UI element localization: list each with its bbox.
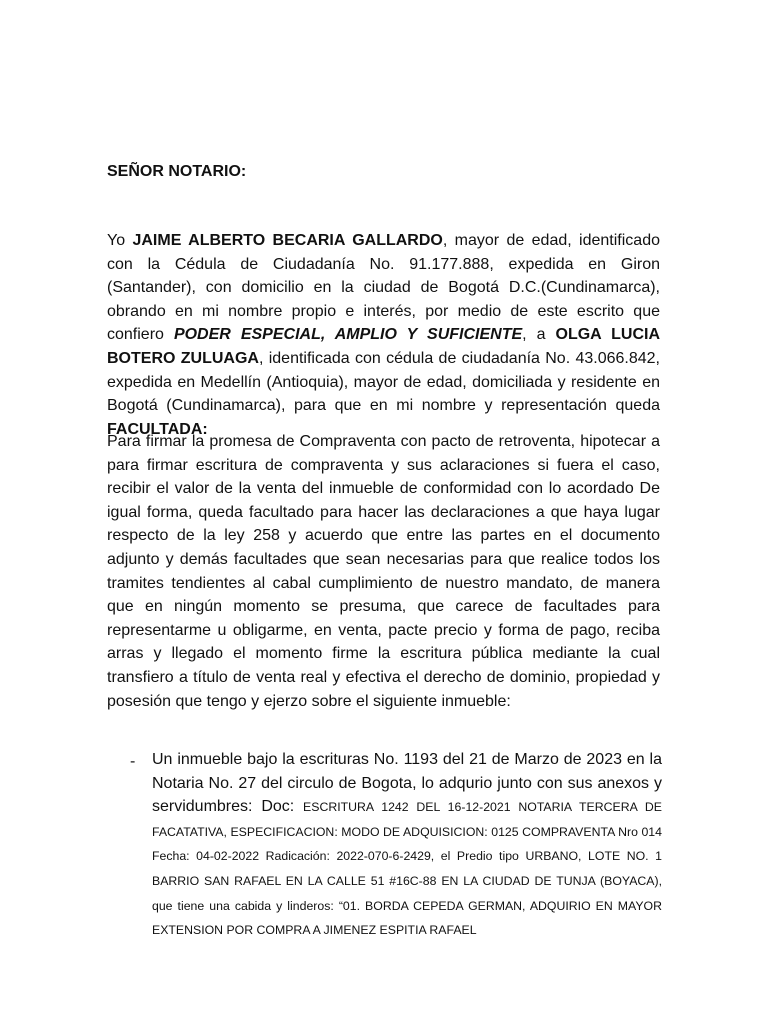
- grant-text-3: , a: [522, 326, 556, 344]
- faculties-paragraph: Para firmar la promesa de Compraventa con pacto de retroventa, hipotecar a para firmar escritura de compraventa y sus aclaraciones si fuera el caso, recibir el valor de la venta del inmueble de conformidad con lo acordado De igual forma, queda facultado para hacer las declaraciones a que haya lugar respecto de la ley 258 y acuerdo que entre las partes en el documento adjunto y demás facultades que sean necesarias para que realice todos los tramites tendientes al cabal cumplimiento de nuestro mandato, de manera que en ningún momento se presuma, que carece de facultades para representarme u obligarme, en venta, pacte precio y forma de pago, reciba arras y llegado el momento firme la escritura pública mediante la cual transfiero a título de venta real y efectiva el derecho de dominio, propiedad y posesión que tengo y ejerzo sobre el siguiente inmueble:: [107, 433, 660, 710]
- grant-text-1: Yo: [107, 232, 133, 249]
- property-detail-text: ESCRITURA 1242 DEL 16-12-2021 NOTARIA TERCERA DE FACATATIVA, ESPECIFICACION: MODO DE ADQUISICION: 0125 COMPRAVENTA Nro 014 Fecha: 04-02-2022 Radicación: 2022-070-6-2429, el Predio tipo URBANO, LOTE NO. 1 BARRIO SAN RAFAEL EN LA CALLE 51 #16C-88 EN LA CIUDAD DE TUNJA (BOYACA), que tiene una cabida y linderos: “01. BORDA CEPEDA GERMAN, ADQUIRIO EN MAYOR EXTENSION POR COMPRA A JIMENEZ ESPITIA RAFAEL: [152, 800, 662, 938]
- property-main-text: Un inmueble bajo la escrituras No. 1193 del 21 de Marzo de 2023 en la Notaria No. 27 del circulo de Bogota, lo adqurio junto con sus anexos y servidumbres: Doc:: [152, 751, 662, 816]
- grant-text-2: , mayor de edad, identificado con la Cédula de Ciudadanía No. 91.177.888, expedida en Giron (Santander), con domicilio en la ciudad de Bogotá D.C.(Cundinamarca), obrando en mi nombre propio e interés, por medio de este escrito que confiero: [107, 232, 660, 344]
- facultada-label: FACULTADA:: [107, 420, 208, 438]
- power-type: PODER ESPECIAL, AMPLIO Y SUFICIENTE: [173, 326, 523, 344]
- grant-text-4: , identificada con cédula de ciudadanía No. 43.066.842, expedida en Medellín (Antioquia), mayor de edad, domiciliada y residente en Bogotá (Cundinamarca), para que en mi nombre y representación queda: [107, 349, 660, 415]
- attorney-name: OLGA LUCIA BOTERO ZULUAGA: [107, 326, 661, 367]
- list-bullet: -: [130, 753, 136, 770]
- grantor-name: JAIME ALBERTO BECARIA GALLARDO: [132, 232, 443, 249]
- property-list-item: [152, 748, 662, 943]
- grant-paragraph: [107, 229, 660, 441]
- document-title: SEÑOR NOTARIO:: [107, 163, 247, 180]
